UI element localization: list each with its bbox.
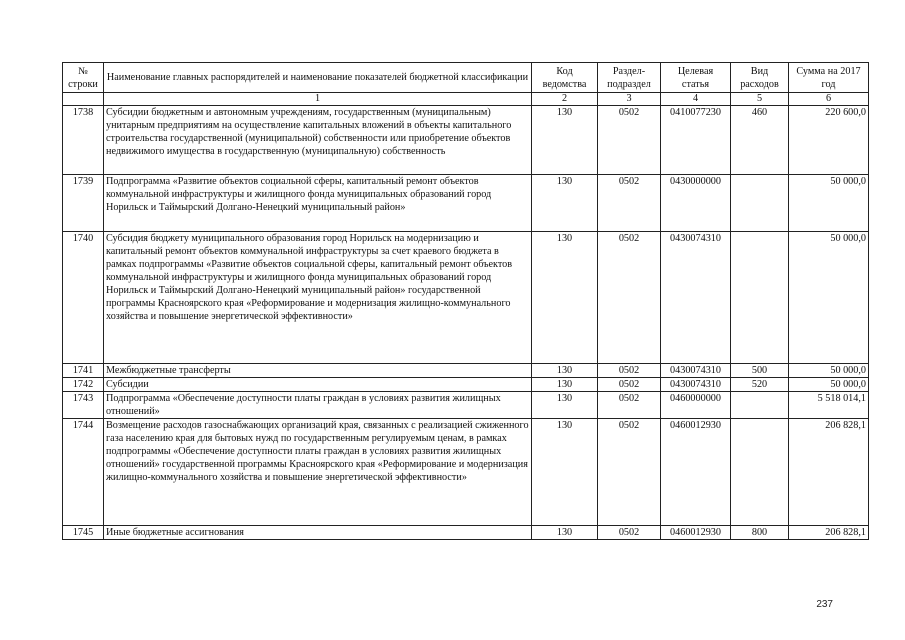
column-number: 3 [598,93,661,106]
row-number: 1745 [63,526,104,540]
row-target-article: 0430074310 [661,378,731,392]
row-amount: 50 000,0 [789,364,869,378]
table-row [63,364,869,378]
row-expense-type: 460 [731,106,789,175]
row-amount: 5 518 014,1 [789,392,869,419]
row-expense-type [731,175,789,232]
row-section: 0502 [598,106,661,175]
row-amount: 50 000,0 [789,378,869,392]
row-number: 1741 [63,364,104,378]
column-number-blank [63,93,104,106]
column-number: 1 [104,93,532,106]
header-expense-type: Вид расходов [731,63,789,93]
column-number: 4 [661,93,731,106]
row-department-code: 130 [532,392,598,419]
row-section: 0502 [598,526,661,540]
row-section: 0502 [598,419,661,526]
table-row [63,526,869,540]
row-amount: 206 828,1 [789,419,869,526]
row-expense-type [731,392,789,419]
row-target-article: 0460012930 [661,419,731,526]
table-row [63,175,869,232]
row-expense-type: 500 [731,364,789,378]
row-number: 1742 [63,378,104,392]
row-name: Подпрограмма «Обеспечение доступности платы граждан в условиях развития жилищных отношений» [104,392,532,419]
budget-table [62,62,869,540]
row-name: Иные бюджетные ассигнования [104,526,532,540]
row-number: 1744 [63,419,104,526]
header-section: Раздел-подраздел [598,63,661,93]
row-name: Возмещение расходов газоснабжающих организаций края, связанных с реализацией сжиженного газа населению края для бытовых нужд по государственным регулируемым ценам, в рамках подпрограммы «Обеспечение доступности платы граждан в условиях развития жилищных отношений» государственной программы Красноярского края «Реформирование и модернизация жилищно-коммунального хозяйства и повышение энергетической эффективности» [104,419,532,526]
row-amount: 50 000,0 [789,175,869,232]
row-section: 0502 [598,378,661,392]
header-row-number: № строки [63,63,104,93]
row-department-code: 130 [532,364,598,378]
header-amount: Сумма на 2017 год [789,63,869,93]
row-expense-type: 800 [731,526,789,540]
row-name: Подпрограмма «Развитие объектов социальной сферы, капитальный ремонт объектов коммунальной инфраструктуры и жилищного фонда муниципальных образований город Норильск и Таймырский Долгано-Ненецкий муниципальный район» [104,175,532,232]
row-name: Субсидии [104,378,532,392]
header-row [63,63,869,93]
row-department-code: 130 [532,175,598,232]
table-row [63,419,869,526]
header-department-code: Код ведомства [532,63,598,93]
page-number: 237 [816,599,833,610]
row-number: 1738 [63,106,104,175]
header-name: Наименование главных распорядителей и наименование показателей бюджетной классификации [104,63,532,93]
row-number: 1743 [63,392,104,419]
row-section: 0502 [598,364,661,378]
column-number: 5 [731,93,789,106]
row-number: 1740 [63,232,104,364]
row-amount: 50 000,0 [789,232,869,364]
row-name: Субсидии бюджетным и автономным учреждениям, государственным (муниципальным) унитарным предприятиям на осуществление капитальных вложений в объекты капитального строительства государственной (муниципальной) собственности или приобретение объектов недвижимого имущества в государственную (муниципальную) собственность [104,106,532,175]
table-row [63,392,869,419]
row-department-code: 130 [532,526,598,540]
row-section: 0502 [598,175,661,232]
row-name: Субсидия бюджету муниципального образования город Норильск на модернизацию и капитальный ремонт объектов коммунальной инфраструктуры за счет краевого бюджета в рамках подпрограммы «Развитие объектов социальной сферы, капитальный ремонт объектов коммунальной инфраструктуры и жилищного фонда муниципальных образований город Норильск и Таймырский Долгано-Ненецкий муниципальный район» государственной программы Красноярского края «Реформирование и модернизация жилищно-коммунального хозяйства и повышение энергетической эффективности» [104,232,532,364]
row-section: 0502 [598,392,661,419]
row-target-article: 0430000000 [661,175,731,232]
row-department-code: 130 [532,378,598,392]
row-expense-type [731,419,789,526]
table-row [63,106,869,175]
row-target-article: 0460012930 [661,526,731,540]
row-department-code: 130 [532,106,598,175]
column-number-row [63,93,869,106]
row-expense-type: 520 [731,378,789,392]
row-section: 0502 [598,232,661,364]
row-expense-type [731,232,789,364]
table-row [63,378,869,392]
row-target-article: 0430074310 [661,232,731,364]
row-number: 1739 [63,175,104,232]
row-amount: 206 828,1 [789,526,869,540]
row-target-article: 0410077230 [661,106,731,175]
row-department-code: 130 [532,232,598,364]
row-department-code: 130 [532,419,598,526]
column-number: 6 [789,93,869,106]
header-target-article: Целевая статья [661,63,731,93]
row-target-article: 0430074310 [661,364,731,378]
column-number: 2 [532,93,598,106]
row-target-article: 0460000000 [661,392,731,419]
row-name: Межбюджетные трансферты [104,364,532,378]
row-amount: 220 600,0 [789,106,869,175]
table-row [63,232,869,364]
